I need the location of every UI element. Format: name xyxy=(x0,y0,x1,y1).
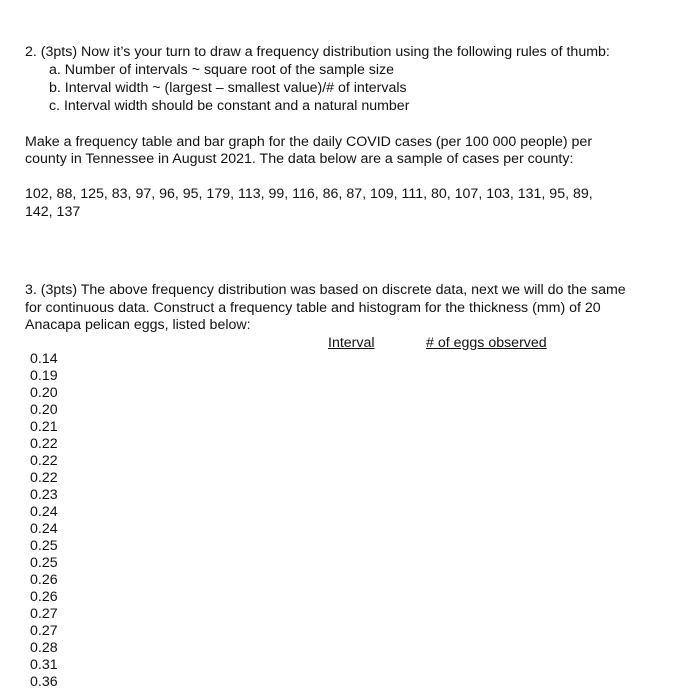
q2-prompt-line-2: county in Tennessee in August 2021. The data below are a sample of cases per county: xyxy=(25,151,574,167)
q3-line-1: 3. (3pts) The above frequency distribution was based on discrete data, next we will do the same xyxy=(25,282,626,298)
q3-line-3: Anacapa pelican eggs, listed below: xyxy=(25,317,251,333)
egg-value: 0.14 xyxy=(30,351,58,367)
egg-value: 0.31 xyxy=(30,657,58,673)
q2-data-line-2: 142, 137 xyxy=(25,204,81,220)
egg-value: 0.27 xyxy=(30,606,58,622)
egg-value: 0.19 xyxy=(30,368,58,384)
egg-value: 0.22 xyxy=(30,470,58,486)
egg-value: 0.22 xyxy=(30,453,58,469)
egg-value: 0.25 xyxy=(30,538,58,554)
egg-value: 0.22 xyxy=(30,436,58,452)
egg-value: 0.21 xyxy=(30,419,58,435)
q2-heading: 2. (3pts) Now it’s your turn to draw a frequency distribution using the following rules of thumb: xyxy=(25,44,610,60)
egg-value: 0.27 xyxy=(30,623,58,639)
egg-value: 0.20 xyxy=(30,402,58,418)
egg-value: 0.25 xyxy=(30,555,58,571)
q2-prompt-line-1: Make a frequency table and bar graph for the daily COVID cases (per 100 000 people) per xyxy=(25,134,593,150)
interval-column-header: Interval xyxy=(328,335,375,351)
egg-value: 0.20 xyxy=(30,385,58,401)
q3-line-2: for continuous data. Construct a frequency table and histogram for the thickness (mm) of 20 xyxy=(25,300,601,316)
egg-value: 0.26 xyxy=(30,589,58,605)
q2-data-line-1: 102, 88, 125, 83, 97, 96, 95, 179, 113, 99, 116, 86, 87, 109, 111, 80, 107, 103, 131, 95, 89, xyxy=(25,186,593,202)
egg-value: 0.36 xyxy=(30,674,58,690)
q2-rule-a: a. Number of intervals ~ square root of the sample size xyxy=(49,62,395,78)
egg-value: 0.23 xyxy=(30,487,58,503)
q2-rule-b: b. Interval width ~ (largest – smallest value)/# of intervals xyxy=(49,80,407,96)
q2-rule-c: c. Interval width should be constant and a natural number xyxy=(49,98,410,114)
egg-value: 0.24 xyxy=(30,521,58,537)
egg-value: 0.26 xyxy=(30,572,58,588)
eggs-observed-column-header: # of eggs observed xyxy=(426,335,547,351)
egg-value: 0.28 xyxy=(30,640,58,656)
egg-value: 0.24 xyxy=(30,504,58,520)
